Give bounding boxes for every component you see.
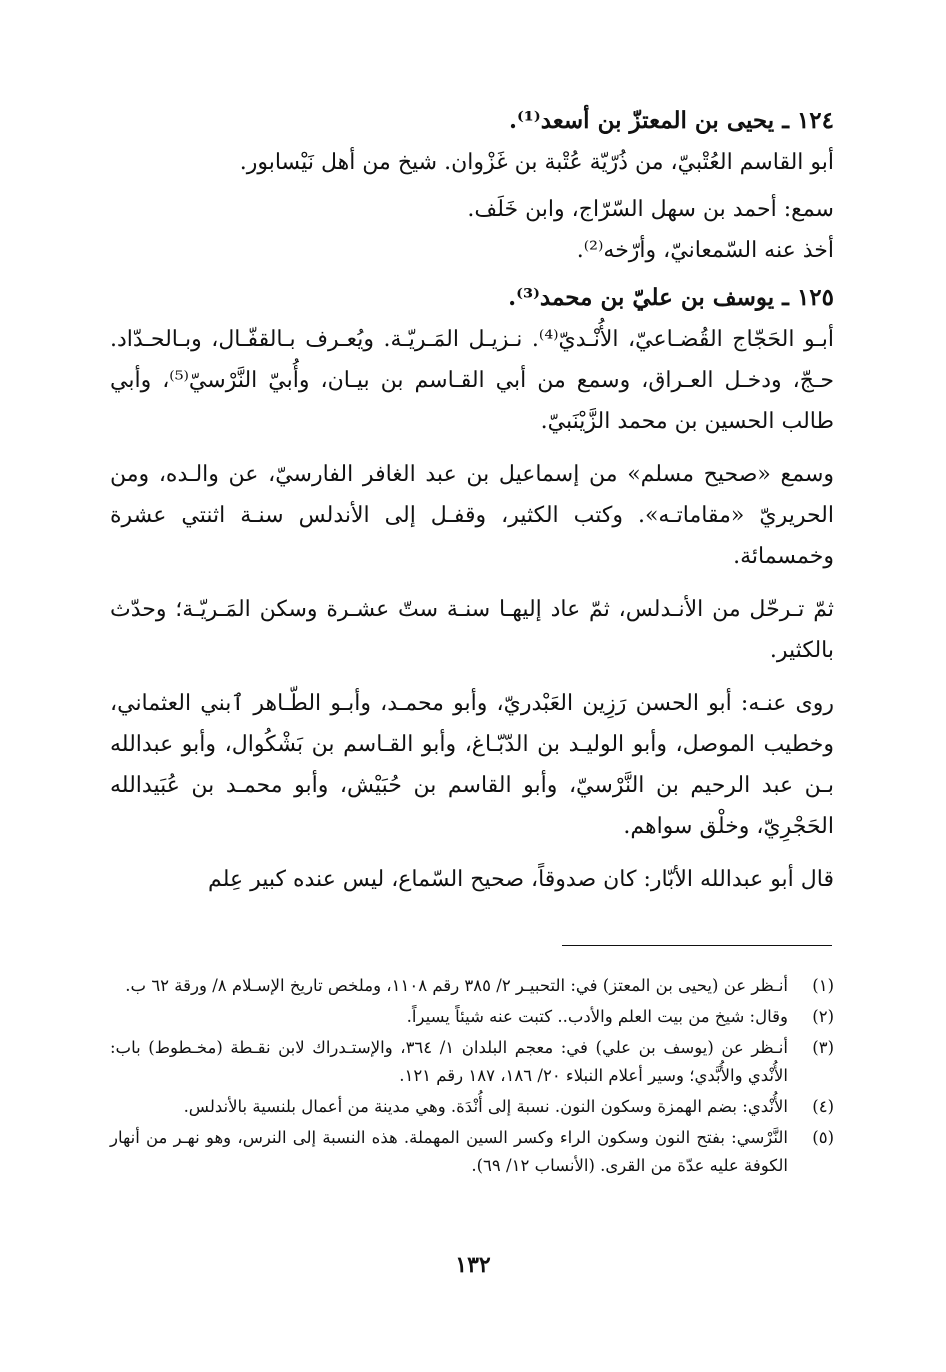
entry-title-125: ١٢٥ ـ يوسف بن عليّ بن محمد⁽³⁾. [508, 284, 834, 311]
footnote [110, 1124, 834, 1180]
footnotes [110, 972, 834, 1183]
footnote-text: الأُنْدي: بضم الهمزة وسكون النون. نسبة إلى أُنْدَة. وهي مدينة من أعمال بلنسية بالأندلس. [183, 1097, 788, 1116]
entry-124-nisba: أبو القاسم العُتْبيّ، من ذُرّيّة عُتْبة بن غَزْوان. شيخ من أهل نَيْسابور. [239, 150, 834, 175]
footnote-number: (٢) [812, 1007, 834, 1026]
entry-125-para-1: أبـو الحَجّاج القُضـاعيّ، الأُنْـديّ⁽⁴⁾. نـزيـل المَـريّـة. ويُعـرف بـالقفّـال، وبـالحـدّاد. حـجّ، ودخـل العـراق، وسمع من أبي القـاسم بن بيـان، وأُبيّ النَّرْسيّ⁽⁵⁾، وأبي طالب الحسين بن محمد الزَّيْنَبيّ. [110, 327, 834, 434]
footnote [110, 1034, 834, 1090]
main-text [110, 100, 834, 900]
entry-125-para-4: روى عنـه: أبو الحسن رَزِين العَبْدريّ، وأبو محمـد، وأبـو الطّـاهر ٱبني العثماني، وخطيب الموصل، وأبو الوليـد بن الدّبّـاغ، وأبو القـاسم بن بَشْكُوال، وأبو عبدالله بـن عبد الرحيم بن النَّرْسيّ، وأبو القاسم بن حُبَيْش، وأبو محمـد بن عُبَيدالله الحَجْرِيّ، وخلْق سواهم. [110, 691, 834, 839]
footnote [110, 1093, 834, 1121]
footnote-number: (٥) [812, 1128, 834, 1147]
footnote-number: (٣) [812, 1038, 834, 1057]
footnote-text: أنـظر عن (يحيى بن المعتز) في: التحبيـر ٢/ ٣٨٥ رقم ١١٠٨، وملخص تاريخ الإسـلام ٨/ ورقة ٦٢ ب. [125, 976, 788, 995]
entry-124-took: أخذ عنه السّمعانيّ، وأرّخه⁽²⁾. [576, 238, 834, 263]
footnote-number: (١) [812, 976, 834, 995]
entry-125-para-3: ثمّ تـرحّل من الأنـدلس، ثمّ عاد إليهـا سنـة ستّ عشـرة وسكن المَـريّـة؛ وحدّث بالكثير. [110, 597, 834, 663]
footnote [110, 1003, 834, 1031]
entry-125-para-5: قال أبو عبدالله الأبّار: كان صدوقاً، صحيح السّماع، ليس عنده كبير عِلم [208, 867, 834, 892]
footnote-divider [562, 945, 832, 946]
page-number: ١٣٢ [455, 1252, 491, 1278]
footnote-text: وقال: شيخ من بيت العلم والأدب.. كتبت عنه شيئاً يسيراً. [406, 1007, 788, 1026]
entry-title-124: ١٢٤ ـ يحيى بن المعتزّ بن أسعد⁽¹⁾. [508, 107, 834, 134]
footnote-text: أنـظر عن (يوسف بن علي) في: معجم البلدان ١/ ٣٦٤، والإستـدراك لابن نقـطة (مخـطوط) باب: الأُنْدي والأُبَّدي؛ وسير أعلام النبلاء ٢٠/ ١٨٦، ١٨٧ رقم ١٢١. [110, 1038, 788, 1085]
entry-124-heard: سمع: أحمد بن سهل السّرّاج، وابن خَلَف. [467, 197, 834, 222]
entry-125-para-2: وسمع «صحيح مسلم» من إسماعيل بن عبد الغافر الفارسيّ، عن والـده، ومن الحريريّ «مقاماتـه». وكتب الكثير، وقفـل إلى الأندلس سنـة اثنتي عشرة وخمسمائة. [110, 462, 834, 569]
footnote-text: النَّرْسي: بفتح النون وسكون الراء وكسر السين المهملة. هذه النسبة إلى النرس، وهو نهـر من أنهار الكوفة عليه عدّة من القرى. (الأنساب ١٢/ ٦٩). [110, 1128, 788, 1175]
footnote-number: (٤) [812, 1097, 834, 1116]
footnote [110, 972, 834, 1000]
